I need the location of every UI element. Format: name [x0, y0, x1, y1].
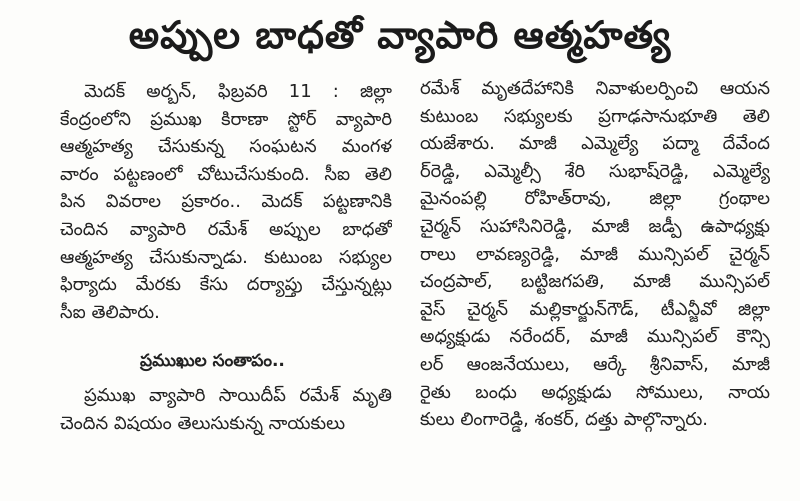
paragraph-line: చైర్మన్ సుహాసినిరెడ్డి, మాజీ జడ్పీ ఉపాధ్యక్షు	[420, 215, 770, 237]
paragraph-line: ఆత్మహత్య చేసుకున్నాడు. కుటుంబ సభ్యుల	[60, 246, 392, 268]
subheading: ప్రముఖుల సంతాపం..	[140, 351, 285, 372]
paragraph-line: యజేశారు. మాజీ ఎమ్మెల్యే పద్మా దేవేంద	[420, 133, 770, 155]
paragraph-line: ర్‌రెడ్డి, ఎమ్మెల్సీ శేరి సుభాష్‌రెడ్డి, ఎమ్మెల్యే	[420, 160, 770, 182]
paragraph-line: ఫిర్యాదు మేరకు కేసు దర్యాప్తు చేస్తున్నట్లు	[60, 274, 392, 296]
paragraph-line: లర్ ఆంజనేయులు, ఆర్కే శ్రీనివాస్, మాజీ	[420, 353, 770, 375]
paragraph-line: సీఐ తెలిపారు.	[60, 301, 160, 323]
article-headline: అప్పుల బాధతో వ్యాపారి ఆత్మహత్య	[128, 13, 672, 57]
right-column	[420, 75, 770, 434]
paragraph-line: రైతు బంధు అధ్యక్షుడు సోములు, నాయ	[420, 381, 770, 403]
paragraph-line: చంద్రపాల్, బట్టిజగపతి, మాజీ మున్సిపల్	[420, 271, 770, 293]
paragraph-line: ఆత్మహత్య చేసుకున్న సంఘటన మంగళ	[60, 136, 392, 158]
paragraph-line: రాలు లావణ్యరెడ్డి, మాజీ మున్సిపల్ చైర్మన్	[420, 243, 770, 265]
paragraph-line: కుటుంబ సభ్యులకు ప్రగాఢసానుభూతి తెలి	[420, 105, 770, 127]
paragraph-line: చెందిన విషయం తెలుసుకున్న నాయకులు	[60, 412, 346, 434]
paragraph-line: రమేశ్ మృతదేహానికి నివాళులర్పించి ఆయన	[420, 78, 770, 99]
paragraph-line: వారం పట్టణంలో చోటుచేసుకుంది. సీఐ తెలి	[60, 163, 392, 185]
paragraph-line: మెదక్ అర్బన్, ఫిబ్రవరి 11 : జిల్లా	[84, 81, 392, 102]
paragraph-line: వైస్ చైర్మన్ మల్లికార్జున్‌గౌడ్, టీఎన్జీవో జిల్లా	[420, 298, 770, 320]
paragraph-line: కులు లింగారెడ్డి, శంకర్, దత్తు పాల్గొన్నారు.	[420, 409, 709, 431]
paragraph-line: అధ్యక్షుడు నరేందర్, మాజీ మున్సిపల్ కౌన్సి	[420, 326, 770, 348]
paragraph-line: కేంద్రంలోని ప్రముఖ కిరాణా స్టోర్ వ్యాపారి	[60, 108, 392, 130]
paragraph-line: మైనంపల్లి రోహిత్‌రావు, జిల్లా గ్రంథాల	[420, 188, 770, 210]
paragraph-line: చెందిన వ్యాపారి రమేశ్ అప్పుల బాధతో	[60, 218, 392, 240]
paragraph-line: పిన వివరాల ప్రకారం.. మెదక్ పట్టణానికి	[60, 191, 392, 213]
left-column	[60, 78, 392, 438]
paragraph-line: ప్రముఖ వ్యాపారి సాయిదీప్ రమేశ్ మృతి	[84, 385, 392, 407]
